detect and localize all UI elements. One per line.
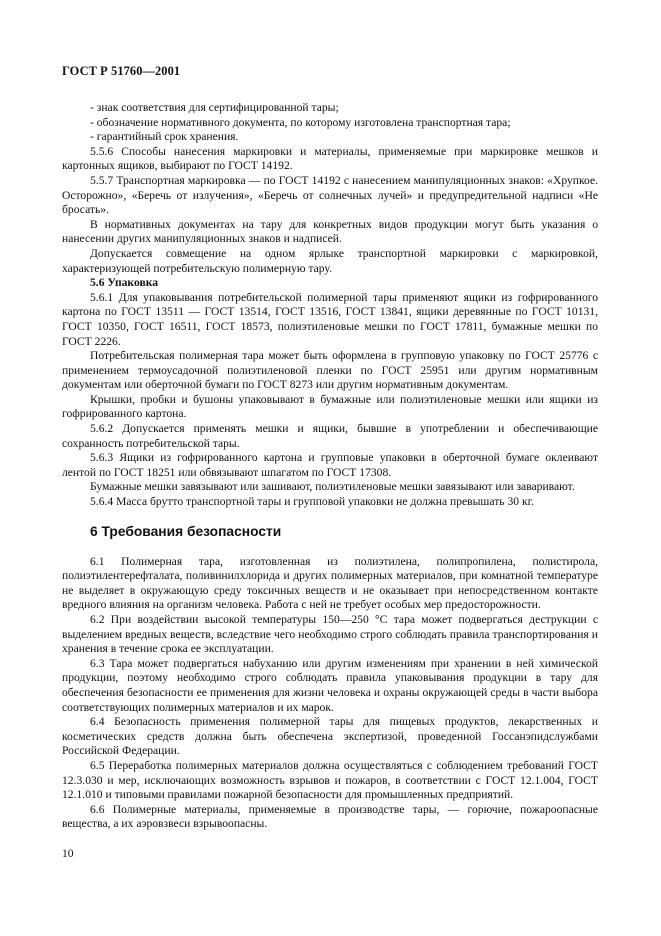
clause-5-5-7: 5.5.7 Транспортная маркировка — по ГОСТ 14192 с нанесением манипуляционных знаков: «Хрупкое. Осторожно», «Беречь от излучения», «Беречь от солнечных лучей» и предупредительной надписи «Не бросать».	[62, 173, 598, 217]
clause-6-3: 6.3 Тара может подвергаться набуханию или другим изменениям при хранении в ней химической продукции, поэтому необходимо строго соблюдать правила упаковывания продукции в тару для обеспечения безопасности ее применения для жизни человека и охраны окружающей среды в части выбора соответствующих полимерных материалов и их марок.	[62, 656, 598, 714]
paragraph: Крышки, пробки и бушоны упаковывают в бумажные или полиэтиленовые мешки или ящики из гофрированного картона.	[62, 392, 598, 421]
subsection-heading-5-6: 5.6 Упаковка	[90, 276, 159, 290]
section-title: 6 Требования безопасности	[90, 523, 282, 539]
clause-6-5: 6.5 Переработка полимерных материалов должна осуществляться с соблюдением требований ГОСТ 12.3.030 и мер, исключающих возможность взрывов и пожаров, в соответствии с ГОСТ 12.1.004, ГОСТ 12.1.010 и типовыми правилами пожарной безопасности для промышленных предприятий.	[62, 758, 598, 802]
list-item: - обозначение нормативного документа, по которому изготовлена транспортная тара;	[90, 115, 511, 129]
paragraph: В нормативных документах на тару для конкретных видов продукции могут быть указания о нанесении других манипуляционных знаков и надписей.	[62, 217, 598, 246]
paragraph: Допускается совмещение на одном ярлыке транспортной маркировки с маркировкой, характеризующей потребительскую полимерную тару.	[62, 246, 598, 275]
clause-5-5-6: 5.5.6 Способы нанесения маркировки и материалы, применяемые при маркировке мешков и картонных ящиков, выбирают по ГОСТ 14192.	[62, 144, 598, 173]
paragraph: Бумажные мешки завязывают или зашивают, полиэтиленовые мешки завязывают или заваривают.	[90, 480, 575, 494]
clause-6-6: 6.6 Полимерные материалы, применяемые в производстве тары, — горючие, пожароопасные вещества, а их аэровзвеси взрывоопасны.	[62, 802, 598, 831]
clause-5-6-2: 5.6.2 Допускается применять мешки и ящики, бывшие в употреблении и обеспечивающие сохранность потребительской тары.	[62, 422, 598, 450]
list-item: - гарантийный срок хранения.	[90, 130, 239, 144]
clause-6-1: 6.1 Полимерная тара, изготовленная из полиэтилена, полипропилена, полистирола, полиэтилентерефталата, поливинилхлорида и других полимерных материалов, при комнатной температуре не выделяет в окружающую среду токсичных веществ и не оказывает при непосредственном контакте вредного влияния на организм человека. Работа с ней не требует особых мер предосторожности.	[62, 554, 598, 612]
clause-6-4: 6.4 Безопасность применения полимерной тары для пищевых продуктов, лекарственных и косметических средств должна быть обеспечена экспертизой, проведенной Госсанэпидслужбами Российской Федерации.	[62, 715, 598, 758]
standard-header: ГОСТ Р 51760—2001	[62, 64, 181, 78]
paragraph: Потребительская полимерная тара может быть оформлена в групповую упаковку по ГОСТ 25776 с применением термоусадочной полиэтиленовой пленки по ГОСТ 25951 или другим нормативным документам или оберточной бумаги по ГОСТ 8273 или другим нормативным документам.	[62, 349, 598, 392]
page-number: 10	[62, 847, 74, 860]
clause-5-6-4: 5.6.4 Масса брутто транспортной тары и групповой упаковки не должна превышать 30 кг.	[90, 495, 534, 509]
list-item: - знак соответствия для сертифицированной тары;	[90, 101, 339, 114]
clause-6-2: 6.2 При воздействии высокой температуры 150—250 °С тара может подвергаться деструкции с выделением вредных веществ, вследствие чего необходимо строго соблюдать правила транспортирования и хранения в течение срока ее эксплуатации.	[62, 613, 598, 656]
document-body	[62, 101, 598, 832]
clause-5-6-1: 5.6.1 Для упаковывания потребительской полимерной тары применяют ящики из гофрированного картона по ГОСТ 13511 — ГОСТ 13514, ГОСТ 13516, ГОСТ 13841, ящики деревянные по ГОСТ 10131, ГОСТ 10350, ГОСТ 16511, ГОСТ 18573, полиэтиленовые мешки по ГОСТ 17811, бумажные мешки по ГОСТ 2226.	[62, 290, 598, 348]
clause-5-6-3: 5.6.3 Ящики из гофрированного картона и групповые упаковки в оберточной бумаге оклеивают лентой по ГОСТ 18251 или обвязывают шпагатом по ГОСТ 17308.	[62, 451, 598, 479]
